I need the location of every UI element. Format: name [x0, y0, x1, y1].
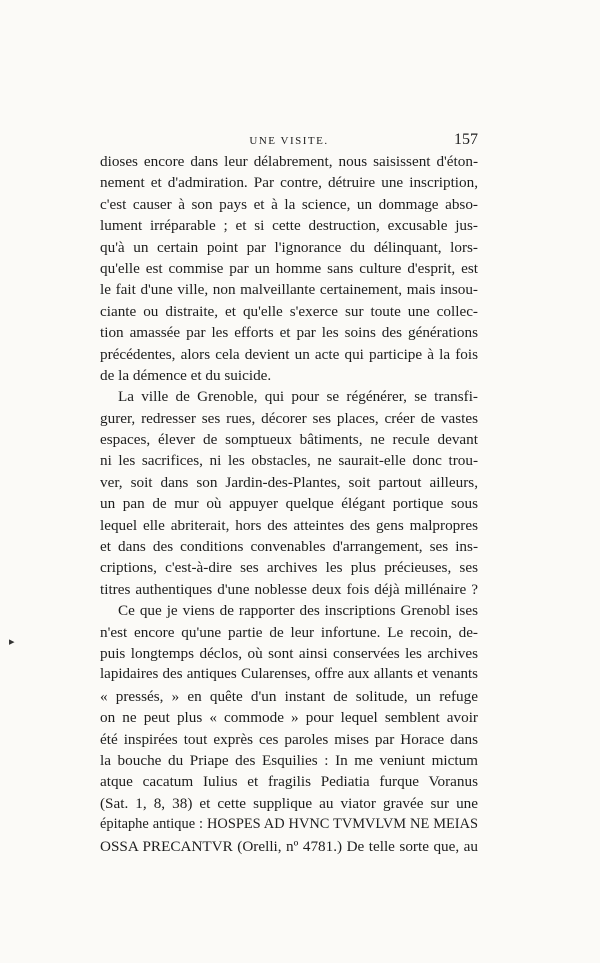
margin-mark: ▸	[9, 636, 15, 648]
paragraph-end-line: titres authentiques d'une noblesse deux fois déjà millénaire ?	[100, 580, 478, 598]
text-line: lequel elle abriterait, hors des atteintes des gens malpropres	[100, 516, 478, 534]
running-head	[100, 131, 478, 151]
text-line: puis longtemps déclos, où sont ainsi conservées les archives	[100, 644, 478, 662]
text-line: criptions, c'est-à-dire ses archives les plus précieuses, ses	[100, 559, 478, 577]
text-line: lapidaires des antiques Cularenses, offre aux allants et venants	[100, 666, 478, 683]
text-line: le fait d'une ville, non malveillante certainement, mais insou-	[100, 281, 478, 299]
running-title: UNE VISITE.	[249, 135, 329, 147]
text-line: « pressés, » en quête d'un instant de solitude, un refuge	[100, 687, 478, 705]
text-line: nement et d'admiration. Par contre, détruire une inscription,	[100, 174, 478, 192]
text-line: OSSA PRECANTVR (Orelli, nº 4781.) De telle sorte que, au	[100, 837, 478, 855]
text-line: atque cacatum Iulius et fragilis Pediatia furque Voranus	[100, 773, 478, 791]
text-line: c'est causer à son pays et à la science, un dommage abso-	[100, 195, 478, 213]
text-line: qu'elle est commise par un homme sans culture d'esprit, est	[100, 259, 478, 277]
text-line: tion amassée par les efforts et par les soins des générations	[100, 324, 478, 342]
text-line: la bouche du Priape des Esquilies : In me veniunt mictum	[100, 751, 478, 769]
text-line: ver, soit dans son Jardin-des-Plantes, soit partout ailleurs,	[100, 473, 478, 491]
text-line: épitaphe antique : HOSPES AD HVNC TVMVLVM NE MEIAS	[100, 816, 478, 833]
text-line: lument irréparable ; et si cette destruction, excusable jus-	[100, 217, 478, 235]
text-line: qu'à un certain point par l'ignorance du délinquant, lors-	[100, 238, 478, 256]
paragraph-start-line: La ville de Grenoble, qui pour se régénérer, se transfi-	[118, 388, 478, 406]
text-line: gurer, redresser ses rues, décorer ses places, créer de vastes	[100, 409, 478, 427]
page-number: 157	[454, 131, 478, 148]
text-line: été inspirées tout exprès ces paroles mises par Horace dans	[100, 730, 478, 748]
text-line: ciante ou distraite, et qu'elle s'exerce sur toute une collec-	[100, 302, 478, 320]
body-text	[100, 151, 478, 857]
paragraph-end-line: de la démence et du suicide.	[100, 366, 272, 384]
text-line: précédentes, alors cela devient un acte qui participe à la fois	[100, 345, 478, 363]
text-line: on ne peut plus « commode » pour lequel semblent avoir	[100, 709, 478, 727]
text-line: dioses encore dans leur délabrement, nous saisissent d'éton-	[100, 153, 478, 170]
text-line: et dans des conditions convenables d'arrangement, ses ins-	[100, 538, 478, 556]
text-line: un pan de mur où appuyer quelque élégant portique sous	[100, 495, 478, 513]
text-line: espaces, élever de somptueux bâtiments, ne recule devant	[100, 431, 478, 449]
paragraph-start-line: Ce que je viens de rapporter des inscriptions Grenobl ises	[118, 602, 478, 620]
text-line: ni les sacrifices, ni les obstacles, ne saurait-elle donc trou-	[100, 452, 478, 470]
text-line: (Sat. 1, 8, 38) et cette supplique au viator gravée sur une	[100, 794, 478, 812]
text-line: n'est encore qu'une partie de leur infortune. Le recoin, de-	[100, 623, 478, 641]
